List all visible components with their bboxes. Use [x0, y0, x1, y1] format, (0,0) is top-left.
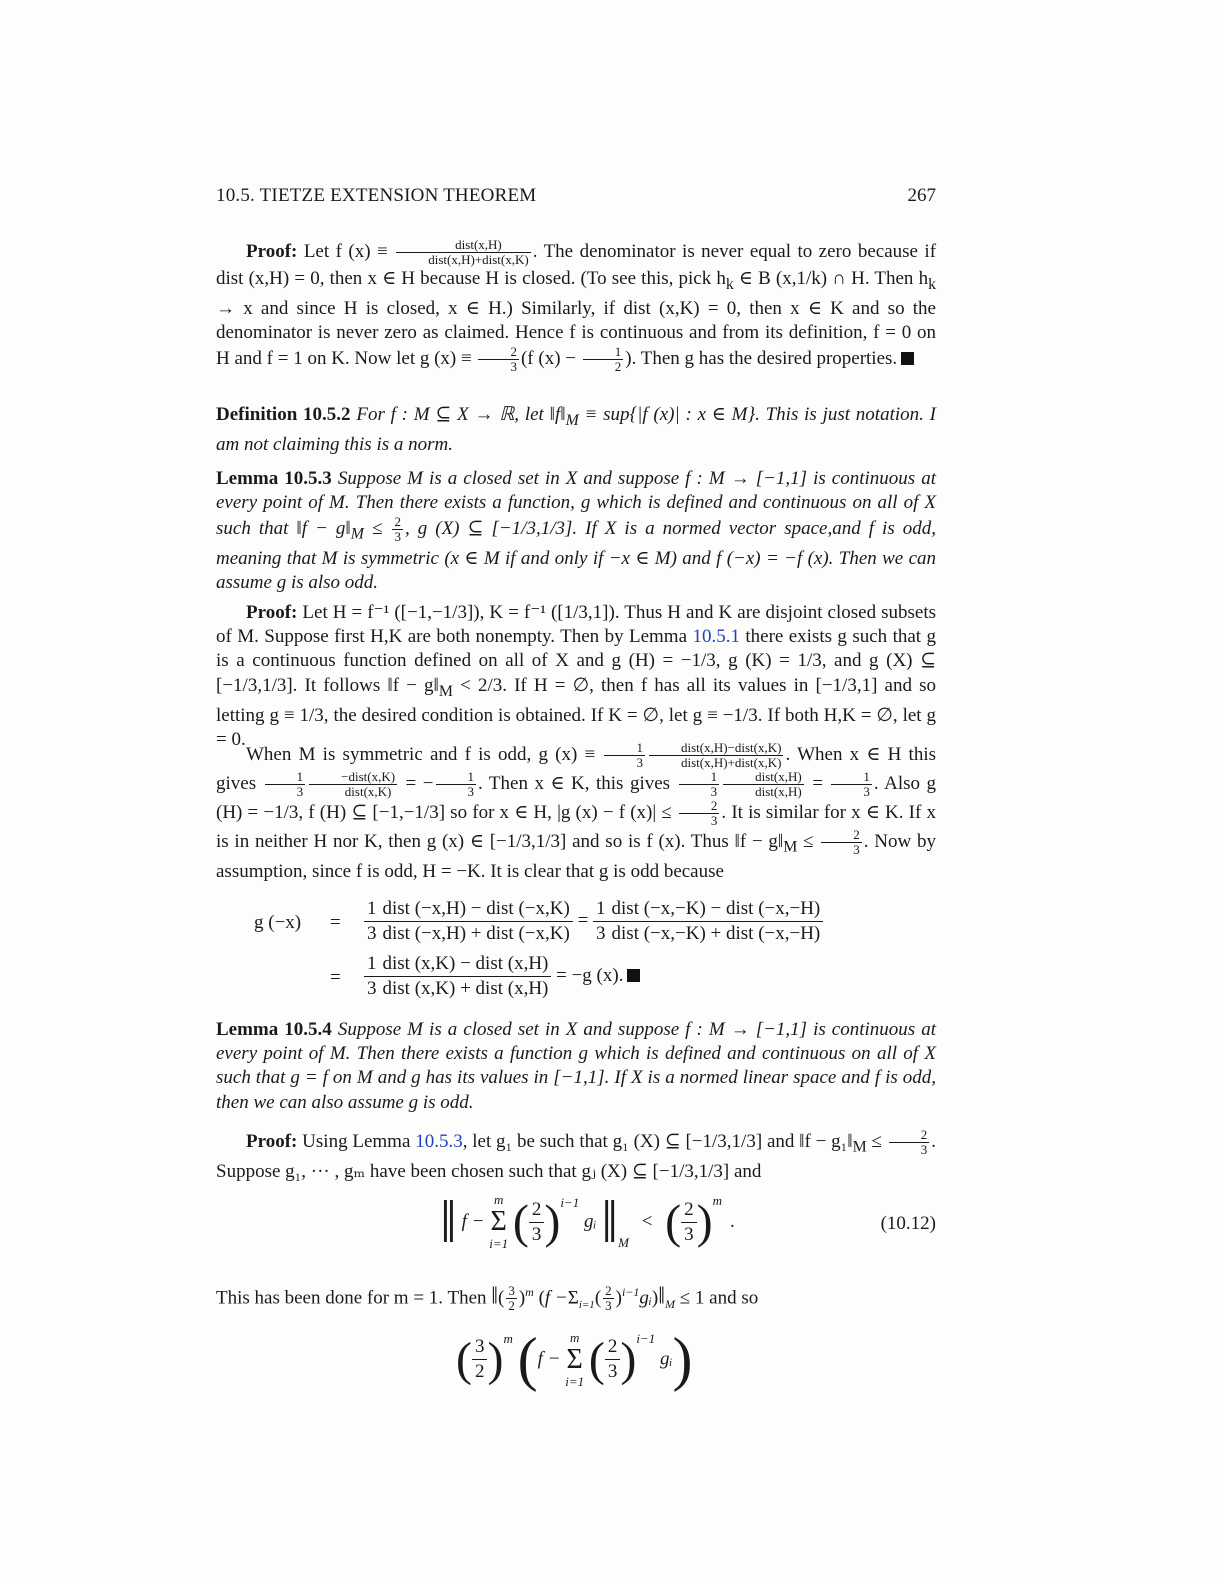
text: . The denominator is never equal to zero because if dist (x,H) = 0, then x ∈ H because H is closed. (To see this, pick h	[216, 240, 937, 289]
text: . Then x ∈ K, this gives	[478, 772, 671, 794]
display-row-1: $\frac{1}{3}$ dist (−x,H) − dist (−x,K) dist (−x,H) + dist (−x,K) = $\frac{1}{3}$ dist (−x,−K) − dist (−x,−H) dist (−x,−K) + dist (−x,−H)	[364, 897, 823, 946]
definition-10-5-2	[216, 403, 936, 457]
proof-paragraph-2	[216, 601, 936, 752]
subscript: k	[928, 275, 936, 293]
proof-label: Proof:	[246, 1130, 298, 1152]
fraction-2-3: $\frac{2}{3}$	[679, 799, 720, 828]
fraction-1-3: $\frac{1}{3}$	[831, 770, 872, 799]
text: ≡ sup{|f (x)| : x ∈ M}. This is just notation. I am not claiming this is a norm.	[216, 404, 937, 455]
text: Let H = f⁻¹ ([−1,−1/3]), K = f⁻¹ ([1/3,1]). Thus H and K are disjoint closed subsets of M. Suppose first H,K are both nonempty. Then by Lemma	[216, 602, 937, 648]
subscript: M	[350, 526, 364, 544]
proof-label: Proof:	[246, 240, 298, 262]
text: ≤	[866, 1130, 887, 1152]
text: ≤	[363, 518, 391, 540]
fraction-1-3: $\frac{1}{3}$	[265, 770, 306, 799]
lemma-label: Lemma 10.5.4	[216, 1019, 332, 1040]
text: =	[805, 772, 830, 794]
qed-icon	[627, 969, 640, 982]
equals-sign: =	[330, 967, 341, 988]
fraction: $\frac{\text{dist(x,H)−dist(x,K)}}{\text{dist(x,H)+dist(x,K)}}$	[649, 741, 784, 770]
text: . Suppose g₁, ··· , gₘ have been chosen such that gⱼ (X) ⊆ [−1/3,1/3] and	[216, 1130, 936, 1182]
running-header: 10.5. TIETZE EXTENSION THEOREM	[216, 185, 537, 206]
text-after-equation: This has been done for m = 1. Then ‖( $\frac{3}{2}$ )$^m$ ($f -\Sigma_{i=1}$( $\frac{2}{3}$ )$^{i-1}gᵢ)‖_M \le 1$ and so	[216, 1283, 759, 1314]
text: (f (x) −	[520, 348, 581, 370]
fraction-1-2: $\frac{1}{2}$	[583, 345, 624, 374]
text: . When x ∈ H this gives	[216, 743, 937, 794]
lemma-10-5-3	[216, 467, 936, 596]
text: . Also g (H) = −1/3, f (H) ⊆ [−1,−1/3] so for x ∈ H, |g (x) − f (x)| ≤	[216, 772, 937, 823]
fraction-1-3: $\frac{1}{3}$	[679, 770, 720, 799]
display-lhs: g (−x)	[254, 912, 302, 933]
page-number: 267	[907, 185, 936, 206]
display-final: ( $\frac{3}{2}$ )$^m$ (f − m Σ i=1 ( $\frac{2}{3}$ )$^{i-1}$ gᵢ)	[456, 1326, 693, 1392]
lemma-reference-link[interactable]: 10.5.3	[415, 1130, 463, 1152]
definition-label: Definition 10.5.2	[216, 404, 351, 425]
fraction-1-3: $\frac{1}{3}$	[436, 770, 477, 799]
equation-10-12: ‖ f − m Σ i=1 ( $\frac{2}{3}$ )$^{i-1}$ gᵢ $‖_M$ < ( $\frac{2}{3}$ )$^m$.	[440, 1189, 735, 1255]
fraction: $\frac{\text{−dist(x,K)}}{\text{dist(x,K)}}$	[309, 770, 397, 799]
text: Suppose M is a closed set in X and suppose f : M → [−1,1] is continuous at every point of M. Then there exists a function g which is defined and continuous on all of X such that g = f on M and g has its values in [−1,1]. If X is a normed linear space and f is odd, then we can also assume g is odd.	[216, 1019, 936, 1113]
lemma-label: Lemma 10.5.3	[216, 468, 332, 489]
proof-paragraph-3	[216, 741, 936, 884]
text: → x and since H is closed, x ∈ H.) Similarly, if dist (x,K) = 0, then x ∈ K and so the denominator is never zero as claimed. Hence f is continuous and from its definition, f = 0 on H and f = 1 on K. Now let g (x) ≡	[216, 298, 936, 370]
proof-label: Proof:	[246, 602, 298, 623]
proof-paragraph-1	[216, 238, 936, 374]
text: there exists g such that g is a continuous function defined on all of X and g (H) = −1/3, g (K) = 1/3, and g (X) ⊆ [−1/3,1/3]. It follows ‖f − g‖	[216, 626, 936, 696]
subscript: M	[783, 838, 798, 856]
text: = −	[399, 772, 434, 794]
text: Suppose M is a closed set in X and suppose f : M → [−1,1] is continuous at every point of M. Then there exists a function, g which is defined and continuous on all of X such that ‖f − g‖	[216, 468, 936, 540]
proof-paragraph-4	[216, 1128, 936, 1184]
fraction: $\frac{\text{dist(x,H)}}{\text{dist(x,H)}}$	[723, 770, 804, 799]
text: . Now by assumption, since f is odd, H = −K. It is clear that g is odd because	[216, 830, 936, 882]
qed-icon	[901, 352, 914, 365]
display-row-2: $\frac{1}{3}$ dist (x,K) − dist (x,H) dist (x,K) + dist (x,H) = −g (x).	[364, 952, 640, 1001]
text: When M is symmetric and f is odd, g (x) ≡	[246, 743, 596, 765]
subscript: M	[852, 1138, 867, 1156]
text: . It is similar for x ∈ K. If x is in neither H nor K, then g (x) ∈ [−1/3,1/3] and so is f (x). Thus ‖f − g‖	[216, 801, 936, 852]
text: < 2/3. If H = ∅, then f has all its values in [−1/3,1] and so letting g ≡ 1/3, the desired condition is obtained. If K = ∅, let g ≡ −1/3. If both H,K = ∅, let g = 0.	[216, 674, 936, 750]
fraction-2-3: $\frac{2}{3}$	[394, 514, 401, 545]
subscript: M	[438, 682, 453, 700]
text: For f : M ⊆ X → ℝ, let ‖f‖	[356, 404, 566, 425]
lemma-reference-link[interactable]: 10.5.1	[692, 626, 740, 648]
text: , let g₁ be such that g₁ (X) ⊆ [−1/3,1/3] and ‖f − g₁‖	[462, 1130, 853, 1152]
text: ≤ 1 and so	[675, 1287, 759, 1309]
fraction-2-3: $\frac{2}{3}$	[821, 828, 862, 857]
subscript: M	[565, 411, 579, 429]
text: This has been done for m = 1. Then	[216, 1287, 487, 1309]
text: ). Then g has the desired properties.	[625, 348, 898, 370]
subscript: k	[725, 275, 734, 293]
text: ≤	[797, 830, 820, 852]
lemma-10-5-4	[216, 1018, 936, 1115]
text: , g (X) ⊆ [−1/3,1/3]. If X is a normed vector space,and f is odd, meaning that M is symmetric (x ∈ M if and only if −x ∈ M) and f (−x) = −f (x). Then we can assume g is also odd.	[216, 518, 937, 594]
fraction-2-3: $\frac{2}{3}$	[889, 1128, 930, 1157]
equation-number: (10.12)	[880, 1213, 936, 1234]
fraction-1-3: $\frac{1}{3}$	[604, 741, 645, 770]
equals-sign: =	[330, 912, 341, 933]
text: Using Lemma	[302, 1130, 416, 1152]
text: ∈ B (x,1/k) ∩ H. Then h	[733, 268, 929, 289]
fraction-2-3: $\frac{2}{3}$	[478, 345, 519, 374]
fraction: $\frac{\text{dist(x,H)}}{\text{dist(x,H)+dist(x,K)}}$	[396, 238, 531, 267]
text: Let f (x) ≡	[303, 240, 388, 262]
